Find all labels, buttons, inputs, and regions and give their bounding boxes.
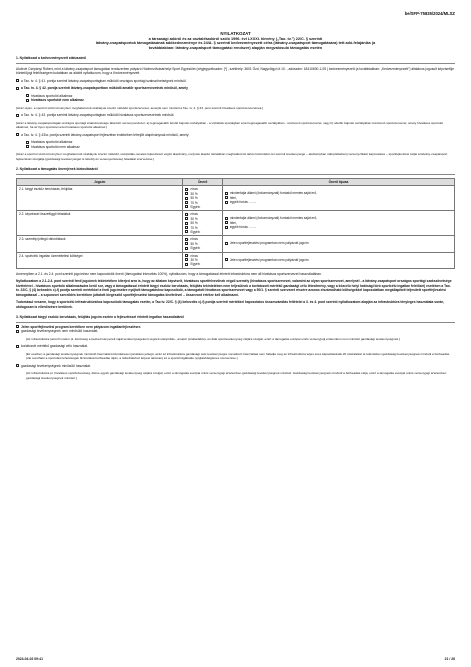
checkbox[interactable] [185, 247, 188, 250]
checkbox[interactable] [185, 230, 188, 233]
footer-datetime: 2024-04-02 09:41 [16, 656, 43, 661]
onero-cell: ✓ nincs 30 % 50 % 70 % Egyéb: [183, 186, 222, 211]
sec3-note-2: [Ez esetben a gazdasági tevékenységnek minősülő használat közérdekesen járulékos jellegű, azaz az infrastruktúra gazdasági célú tevékenységre vonatkozó használata nem haladja meg az infrastruktúra teljes éves kapacitásának 20 százalékát. E tekintetben gazdasági tevékenységnek minősül a bérbeadás (ide sorolható a sportolási lehetőségek biztosítása bérbeadás útján, a ráfordításhoz képest tartósan) és a sportszolgáltatás nyújtás/ideiglenes szervezése.] [26, 351, 450, 361]
checkbox[interactable] [16, 330, 19, 333]
divider [16, 63, 455, 64]
section-2-heading: 2. Nyilatkozat a támogatás önerejének biztosításáról [16, 167, 98, 172]
tipus-cell: Jelen sportfejlesztési programban nem pályázott jogcím [222, 252, 454, 268]
checkbox[interactable] [185, 197, 188, 200]
document-title [16, 32, 455, 50]
checkbox[interactable] [185, 217, 188, 220]
checkbox[interactable] [185, 263, 188, 266]
footer-page-number: 21 / 26 [444, 656, 455, 661]
title-line-2: látvány-csapatsportok támogatásának adókedvezménye és 24/A. § szerinti kedvezményezett célra (látvány-csapatsport támogatására) tett adó-felajánlás (a [95, 41, 376, 46]
checkbox[interactable] [26, 94, 29, 97]
jogcim-cell: 2.2. képzéssel összefüggő feladatok [17, 211, 183, 236]
checkbox[interactable] [16, 79, 19, 82]
jogcim-cell: 2.1. tárgyi eszköz beruházás, felújítás [17, 186, 183, 211]
col-header-jogcim: Jogcím [17, 178, 183, 185]
checkbox[interactable] [225, 192, 228, 195]
tipus-cell: mindenfajta állami (önkormányzati) forrástól mentes saját erő, hitel, egyéb forrás: ........ [222, 186, 454, 211]
checkbox[interactable] [225, 258, 228, 261]
checkbox[interactable] [185, 205, 188, 208]
checkbox-checked[interactable] [185, 213, 188, 216]
section-1-intro: Alulírott Csépányi Róbert, mint a látvány-csapatsport támogatási rendszerben pályázó Hódmezővásárhelyi Sport Egyesület (cégjegyzékszám: [*] , székhely: 3601 Ózd, Nagyvölgyi út 10. , adószám: 18410600-1-05 ) kedvezményezett (a továbbiakban: „Kedvezményezett") általános jogosult képviselője büntetőjogi felelősségem tudatában az alábbi nyilatkozom, hogy a Kedvezményezett [16, 66, 455, 76]
checkbox-checked[interactable] [16, 87, 19, 90]
divider [16, 174, 455, 175]
tipus-cell: mindenfajta állami (önkormányzati) forrástól mentes saját erő, hitel, egyéb forrás: ........ [222, 211, 454, 236]
col-header-onero: Önerő [183, 178, 222, 185]
checkbox[interactable] [225, 196, 228, 199]
jogcim-cell: 2.3. személyi jellegű ráfordítások [17, 236, 183, 252]
col-header-tipus: Önerő típusa [222, 178, 454, 185]
checkbox[interactable] [185, 258, 188, 261]
checkbox-checked[interactable] [185, 254, 188, 257]
table-row [17, 236, 455, 252]
divider [16, 322, 455, 323]
sec3-option-1b: gazdasági tevékenységnek nem minősülő használat. [16, 329, 455, 334]
sec3-option-1: ✓Jelen sportfejlesztési program keretében nem pályázom ingatlanfejlesztésre. [16, 325, 455, 330]
sec1-option-1: a Tao. tv. 4. § 41. pontja szerinti látvány-csapatsportágban működő országos sportági szakszövetségnek minősül. [16, 79, 455, 84]
section-3-heading: 3. Nyilatkozat tárgyi eszköz beruházás, felújítás jogcím esetén a fejlesztéssel érintett ingatlan használatáról [16, 315, 184, 320]
checkbox[interactable] [16, 114, 19, 117]
sec1-option-2: ✓a Tao. tv. 4. § 42. pontja szerinti látvány-csapatsportban működő amatőr sportszervezetnek minősül, amely [16, 86, 455, 91]
table-row [17, 211, 455, 236]
checkbox[interactable] [225, 201, 228, 204]
paragraph-2: Nyilatkozatom a 2.1-2.4. pont szerinti fenti jogcímek tekintetében kiterjed arra is, hogy az általam képviselt, hivatásos sportfelvevőnek végző személy (hivatásos sportszervezet, valamint az olyan sportszervezet, amelynél - a látvány-csapatsport országos sportági szakszövetsége kivételével - hivatásos sportoló alkalmazására kerül sor, vagy a támogatással érintett tárgyi eszköz beruházás, felújítás tekintetében nem teljesülnek a korlátozott mértékű gazdasági célú létesítmény, vagy a közcélú helyi hatósági bíró sportcélú ingatlan felelősei) esetében a Tao. tv. 22/C. § (4) bekezdés c)-f) pontja szerinti mértékkel a fenti jogcímekre nyújtott támogatáshoz kapcsolódó, a támogatott hivatásos sportszervezet vagy a 50/1. § szerinti szervezet részére azonos elszámolható költségekkel kapcsolatban megállapított teljesített sportfejlesztési támogatással – a szponzori szerződés keretében juttatott kiegészítő sportfejlesztési támogatás kivételével – összevont értékre kell alkalmazni. [16, 279, 452, 297]
checkbox-checked[interactable] [16, 325, 19, 328]
checkbox-checked[interactable] [185, 188, 188, 191]
checkbox[interactable] [225, 226, 228, 229]
sec1-note-2: [Azaz a látvány-csapatsportágak országos sportági szakszövetsége által kiírt versenyrendszer: a) legmagasabb felnőtt bajnoki osztályában - a vízilabda sportágban a két legmagasabb osztályában - résztvevő sportszervezet, vagy b) alsóbb bajnoki osztályában résztvevő sportszervezet, amely hivatásos sportolót alkalmaz, ha az ilyen sportszervezet hivatásos sportolót alkalmaz.] [16, 120, 443, 130]
paragraph-1: Amennyiben a 2.1. és 2.4. pont szerinti jogcímhez nem kapcsolódik önerő (támogatási intenzitás 100%), nyilatkozom, hogy a támogatással érintett infrastruktúra nem áll hivatásos sportszervezet használatában. [16, 271, 322, 276]
checkbox[interactable] [16, 364, 19, 367]
sec1-option-4b: hivatásos sportolót nem alkalmaz [26, 145, 455, 150]
section-1-heading: 1. Nyilatkozat a kedvezményezett státuszáról [16, 56, 87, 61]
checkbox[interactable] [185, 242, 188, 245]
table-row [17, 252, 455, 268]
onero-cell: ✓ nincs 30 % 50 % 70 % Egyéb: [183, 211, 222, 236]
checkbox-checked[interactable] [26, 99, 29, 102]
sec1-option-2a: hivatásos sportolót alkalmaz [26, 94, 455, 99]
tipus-cell: Jelen sportfejlesztési programban nem pályázott jogcím [222, 236, 454, 252]
title-main: NYILATKOZAT [220, 31, 251, 36]
checkbox[interactable] [26, 145, 29, 148]
table-row [17, 186, 455, 211]
sec1-note-1: [Azaz olyan, a sportról szóló törvényben meghatározott szabályok szerint működő sportszervezet, amelyik nem minősül a Tao. tv. 4. § 43. pont szerinti hivatásos sportszervezetnek.] [16, 105, 263, 110]
checkbox[interactable] [16, 345, 19, 348]
title-line-3: továbbiakban: látvány-csapatsport támogatási rendszer) alapján megvalósuló támogatás esetén [148, 45, 323, 50]
checkbox[interactable] [26, 141, 29, 144]
checkbox-checked[interactable] [185, 238, 188, 241]
checkbox[interactable] [185, 222, 188, 225]
sec1-note-3: [Azaz a sportról szóló törvényben meghatározott szabályok szerint működő, utánpótlás-nevelés fejlesztését végző alapítvány, melynek alapító okiratában meghatározott tartós közérdekű cél szerinti tevékenysége – alaítványban utánpótlásban) versenyzőkkel kapcsolatos – sportfejlesztési céljai a látvány-csapatsport fejlesztését szolgálja (gazdasági tevékenységet is lefedő) és versenyeztetése) feladatát szervezése.] [16, 152, 448, 161]
sec1-option-2b: ✓hivatásos sportolót nem alkalmaz [26, 98, 455, 103]
checkbox[interactable] [185, 226, 188, 229]
onero-table [16, 178, 455, 269]
checkbox[interactable] [185, 192, 188, 195]
checkbox[interactable] [225, 242, 228, 245]
sec3-note-1: [Az infrastruktúra (azonfi módon pl. közösség a kedvezményezett saját tevékenységeként végzett utánpótlás-, amatőr (szabadidős)- és diák sporttevékenység céljára szolgál, ezért a támogatás európai uniós versenyjogi értelemben nem minősül gazdasági tevékenységnek.] [26, 336, 400, 341]
sec3-option-3: gazdasági tevékenységnek minősülő használat. [16, 364, 455, 369]
document-id: be/SFP-75835/2024/MLSZ [404, 11, 455, 16]
title-line-1: a társasági adóról és az osztalékadóról szóló 1996. évi LXXXI. törvény („Tao. tv.") 22/C. § szerinti [148, 36, 323, 41]
checkbox[interactable] [185, 201, 188, 204]
sec3-note-3: [Az infrastruktúra pl. hivatásos sportfelvevőség, illetve egyéb gazdasági tevékenység céljára szolgál, ezért a támogatás európai uniós versenyjogi értelemben gazdasági tevékenységnek minősül. Gazdasági tevékenységnek minősül a bérbeadás célja, ezért a támogatás európai uniós versenyjogi értelemben gazdasági tevékenységnek minősül.] [26, 371, 447, 380]
jogcim-cell: 2.4. sportcélú ingatlan üzemeltetési költségei [17, 252, 183, 268]
checkbox[interactable] [16, 133, 19, 136]
sec1-option-3: a Tao. tv. 4. § 43. pontja szerinti látvány-csapatsportágban működő hivatásos sportszervezetnek minősül. [16, 113, 455, 118]
page-footer [16, 657, 455, 662]
sec1-option-4: a Tao. tv. 4. § 43/a. pontja szerinti látvány-csapatsport fejlesztése érdekében létrejött alapítványnak minősül, amely: [16, 133, 455, 138]
checkbox[interactable] [225, 221, 228, 224]
paragraph-3: Tudomásul veszem, hogy a sportcélú infrastruktúrához kapcsolódó támogatás esetén, a Tao tv. 22/C. § (4) bekezdés c)-f) pontja szerinti mértékkel kapcsolatos összeszámítás feltételei a 3. és 4. pont szerinti nyilatkozatom alapján az infrastruktúra tényleges használata során, utólagosan is ellenőrzésre kerülnek. [16, 300, 445, 309]
sec1-option-4a: hivatásos sportolót alkalmaz [26, 140, 455, 145]
onero-cell: ✓ nincs 50 % Egyéb: [183, 236, 222, 252]
onero-cell: ✓ nincs 30 % Egyéb: [183, 252, 222, 268]
sec3-option-2: korlátozott mértékű gazdasági célú használat. [16, 344, 455, 349]
checkbox[interactable] [225, 217, 228, 220]
